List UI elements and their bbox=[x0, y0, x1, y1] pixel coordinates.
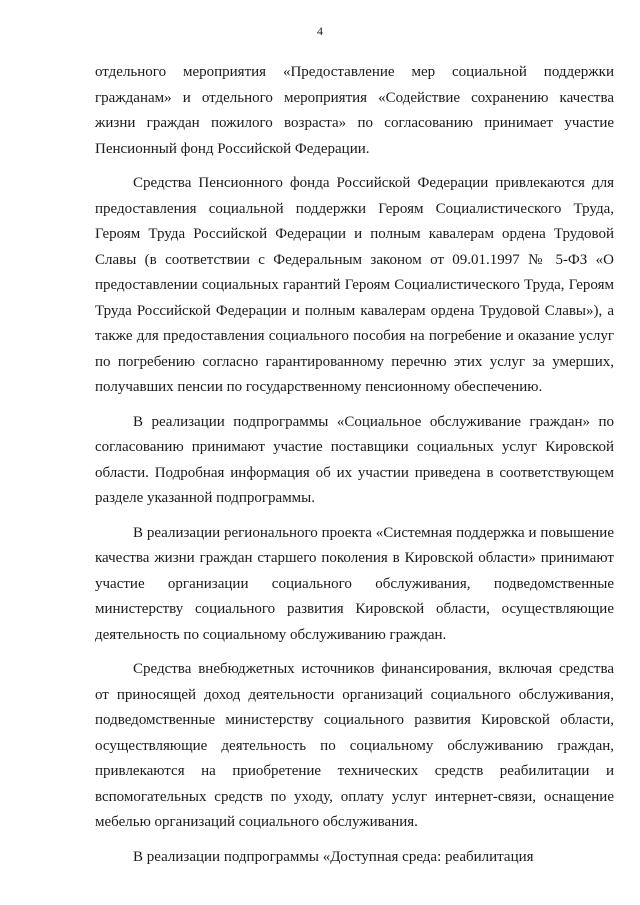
page-number: 4 bbox=[317, 24, 323, 38]
document-body bbox=[95, 60, 614, 870]
paragraph-pension-fund-funds: Средства Пенсионного фонда Российской Федерации привлекаются для предоставления социальной поддержки Героям Социалистического Труда, Героям Труда Российской Федерации и полным кавалерам ордена Трудовой Славы (в соответствии с Федеральным законом от 09.01.1997 № 5-ФЗ «О предоставлении социальных гарантий Героям Социалистического Труда, Героям Труда Российской Федерации и полным кавалерам ордена Трудовой Славы»), а также для предоставления социального пособия на погребение и оказание услуг по погребению согласно гарантированному перечню этих услуг за умерших, получавших пенсии по государственному пенсионному обеспечению. bbox=[95, 175, 614, 395]
paragraph-extrabudgetary-funds: Средства внебюджетных источников финансирования, включая средства от приносящей доход деятельности организаций социального обслуживания, подведомственные министерству социального развития Кировской области, осуществляющие деятельность по социальному обслуживанию граждан, привлекаются на приобретение технических средств реабилитации и вспомогательных средств по уходу, оплату услуг интернет-связи, оснащение мебелью организаций социального обслуживания. bbox=[95, 661, 614, 830]
paragraph-regional-project: В реализации регионального проекта «Системная поддержка и повышение качества жизни граждан старшего поколения в Кировской области» принимают участие организации социального обслуживания, подведомственные министерству социального развития Кировской области, осуществляющие деятельность по социальному обслуживанию граждан. bbox=[95, 524, 614, 643]
paragraph-pension-fund-participation: отдельного мероприятия «Предоставление мер социальной поддержки гражданам» и отдельного мероприятия «Содействие сохранению качества жизни граждан пожилого возраста» по согласованию принимает участие Пенсионный фонд Российской Федерации. bbox=[95, 64, 614, 157]
paragraph-social-services-subprogram: В реализации подпрограммы «Социальное обслуживание граждан» по согласованию принимают участие поставщики социальных услуг Кировской области. Подробная информация об их участии приведена в соответствующем разделе указанной подпрограммы. bbox=[95, 413, 614, 506]
paragraph-accessible-environment: В реализации подпрограммы «Доступная среда: реабилитация bbox=[133, 848, 534, 865]
